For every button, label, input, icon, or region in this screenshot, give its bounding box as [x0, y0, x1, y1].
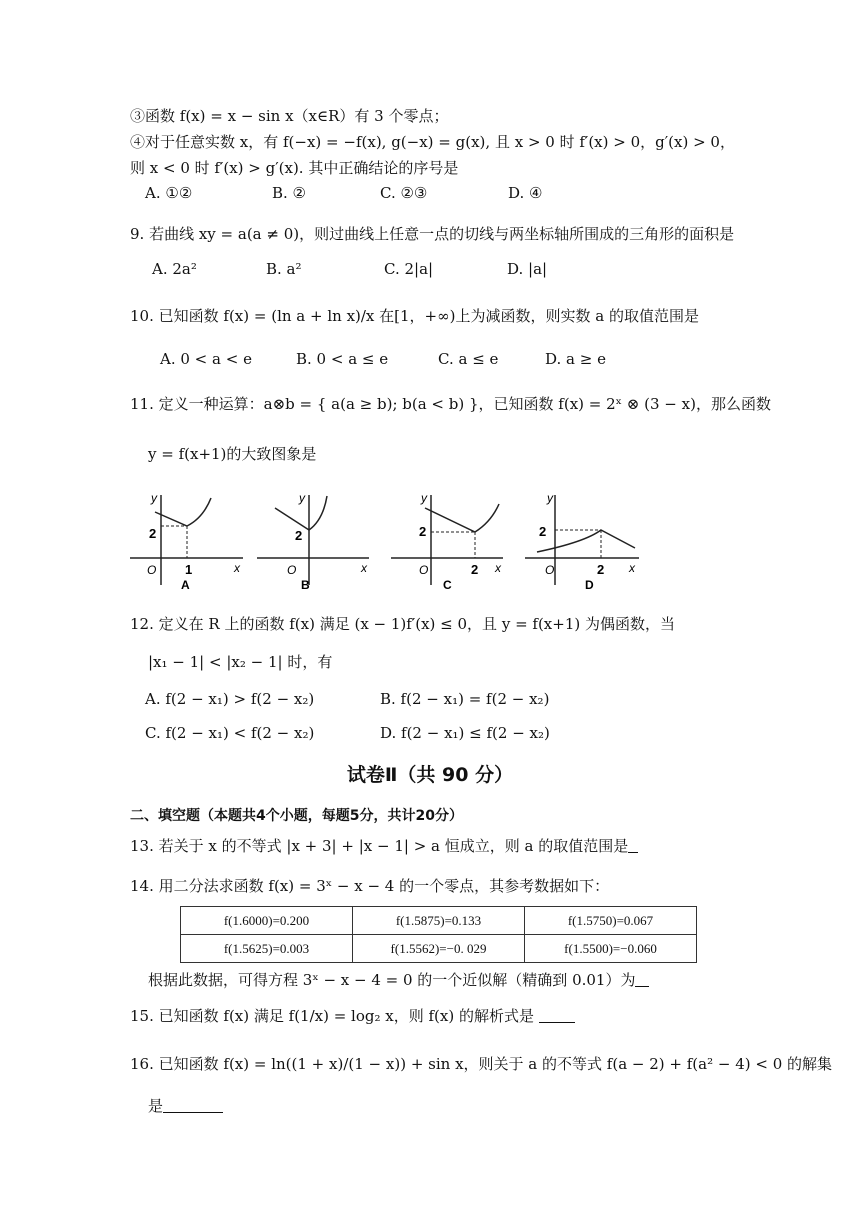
table-cell: f(1.5625)=0.003: [181, 935, 353, 963]
q10-option-c: C. a ≤ e: [438, 350, 499, 368]
q8-option-a: A. ①②: [145, 184, 193, 202]
q16-stem-2: [148, 1096, 223, 1116]
q12-option-d: D. f(2 − x₁) ≤ f(2 − x₂): [380, 724, 550, 742]
svg-text:x: x: [234, 561, 240, 575]
q14-after-text: 根据此数据，可得方程 3ˣ − x − 4 = 0 的一个近似解（精确到 0.01）为: [148, 971, 636, 989]
svg-text:2: 2: [295, 528, 303, 543]
table-cell: f(1.5750)=0.067: [525, 907, 697, 935]
q9-option-a: A. 2a²: [152, 260, 197, 278]
graph-c-label: C: [443, 578, 452, 590]
q15-text: 15. 已知函数 f(x) 满足 f(1/x) = log₂ x，则 f(x) 的解析式是: [130, 1007, 534, 1025]
q8-option-d: D. ④: [508, 184, 543, 202]
q14-answer-blank[interactable]: [635, 972, 649, 987]
table-cell: f(1.5500)=−0.060: [525, 935, 697, 963]
svg-text:y: y: [151, 491, 157, 505]
graph-c: [391, 491, 503, 590]
q13-stem: [130, 836, 638, 856]
q13-text: 13. 若关于 x 的不等式 |x + 3| + |x − 1| > a 恒成立，则 a 的取值范围是: [130, 837, 629, 855]
table-row: [181, 907, 697, 935]
q10-option-d: D. a ≥ e: [545, 350, 606, 368]
q11-stem-2: y = f(x+1)的大致图象是: [148, 445, 317, 463]
svg-text:2: 2: [149, 526, 157, 541]
q15-answer-blank[interactable]: [539, 1008, 575, 1023]
q16-answer-blank[interactable]: [163, 1098, 223, 1113]
q16-stem: 16. 已知函数 f(x) = ln((1 + x)/(1 − x)) + sin x，则关于 a 的不等式 f(a − 2) + f(a² − 4) < 0 的解集: [130, 1055, 833, 1073]
svg-text:y: y: [547, 491, 553, 505]
q10-stem: 10. 已知函数 f(x) = (ln a + ln x)/x 在[1，+∞)上为减函数，则实数 a 的取值范围是: [130, 307, 699, 325]
section-2-header: 二、填空题（本题共4个小题，每题5分，共计20分）: [130, 808, 463, 824]
q9-option-d: D. |a|: [507, 260, 548, 278]
q9-option-b: B. a²: [266, 260, 302, 278]
table-row: [181, 935, 697, 963]
q12-option-b: B. f(2 − x₁) = f(2 − x₂): [380, 690, 550, 708]
svg-text:x: x: [495, 561, 501, 575]
q8-option-b: B. ②: [272, 184, 307, 202]
svg-text:2: 2: [419, 524, 427, 539]
svg-text:2: 2: [597, 562, 605, 577]
table-cell: f(1.6000)=0.200: [181, 907, 353, 935]
svg-text:O: O: [545, 563, 555, 577]
svg-text:x: x: [361, 561, 367, 575]
q12-stem: 12. 定义在 R 上的函数 f(x) 满足 (x − 1)f′(x) ≤ 0，且 y = f(x+1) 为偶函数，当: [130, 615, 675, 633]
svg-text:O: O: [419, 563, 429, 577]
q11-stem: 11. 定义一种运算：a⊗b = { a(a ≥ b); b(a < b) }，已知函数 f(x) = 2ˣ ⊗ (3 − x)，那么函数: [130, 395, 771, 413]
svg-text:1: 1: [185, 562, 193, 577]
q12-option-c: C. f(2 − x₁) < f(2 − x₂): [145, 724, 315, 742]
svg-text:O: O: [147, 563, 157, 577]
q8-option-c: C. ②③: [380, 184, 428, 202]
graph-b-label: B: [301, 578, 310, 590]
q14-data-table: [180, 906, 697, 963]
svg-text:2: 2: [539, 524, 547, 539]
q9-option-c: C. 2|a|: [384, 260, 434, 278]
svg-text:y: y: [299, 491, 305, 505]
q11-graphs: [125, 490, 645, 590]
table-cell: f(1.5562)=−0. 029: [353, 935, 525, 963]
q14-after: [148, 970, 649, 990]
q10-option-a: A. 0 < a < e: [160, 350, 252, 368]
graph-b: [257, 491, 369, 590]
graph-d: [525, 491, 639, 590]
q15-stem: [130, 1006, 575, 1026]
graph-a-label: A: [181, 578, 190, 590]
q8-statement-4: ④对于任意实数 x，有 f(−x) = −f(x), g(−x) = g(x), 且 x > 0 时 f′(x) > 0，g′(x) > 0，: [130, 133, 735, 151]
q13-answer-blank[interactable]: [628, 838, 638, 853]
svg-text:x: x: [629, 561, 635, 575]
q10-option-b: B. 0 < a ≤ e: [296, 350, 389, 368]
q16-text-2: 是: [148, 1097, 164, 1115]
q8-statement-3: ③函数 f(x) = x − sin x（x∈R）有 3 个零点；: [130, 107, 449, 125]
graph-d-label: D: [585, 578, 594, 590]
part-2-title: 试卷Ⅱ（共 90 分）: [346, 764, 514, 786]
svg-text:O: O: [287, 563, 297, 577]
svg-text:2: 2: [471, 562, 479, 577]
svg-text:y: y: [421, 491, 427, 505]
q9-stem: 9. 若曲线 xy = a(a ≠ 0)，则过曲线上任意一点的切线与两坐标轴所围成的三角形的面积是: [130, 225, 735, 243]
table-cell: f(1.5875)=0.133: [353, 907, 525, 935]
q12-stem-2: |x₁ − 1| < |x₂ − 1| 时，有: [148, 653, 333, 671]
q8-statement-4-cont: 则 x < 0 时 f′(x) > g′(x). 其中正确结论的序号是: [130, 159, 459, 177]
q12-option-a: A. f(2 − x₁) > f(2 − x₂): [145, 690, 315, 708]
graph-a: [130, 491, 243, 590]
q14-stem: 14. 用二分法求函数 f(x) = 3ˣ − x − 4 的一个零点，其参考数据如下：: [130, 877, 610, 895]
